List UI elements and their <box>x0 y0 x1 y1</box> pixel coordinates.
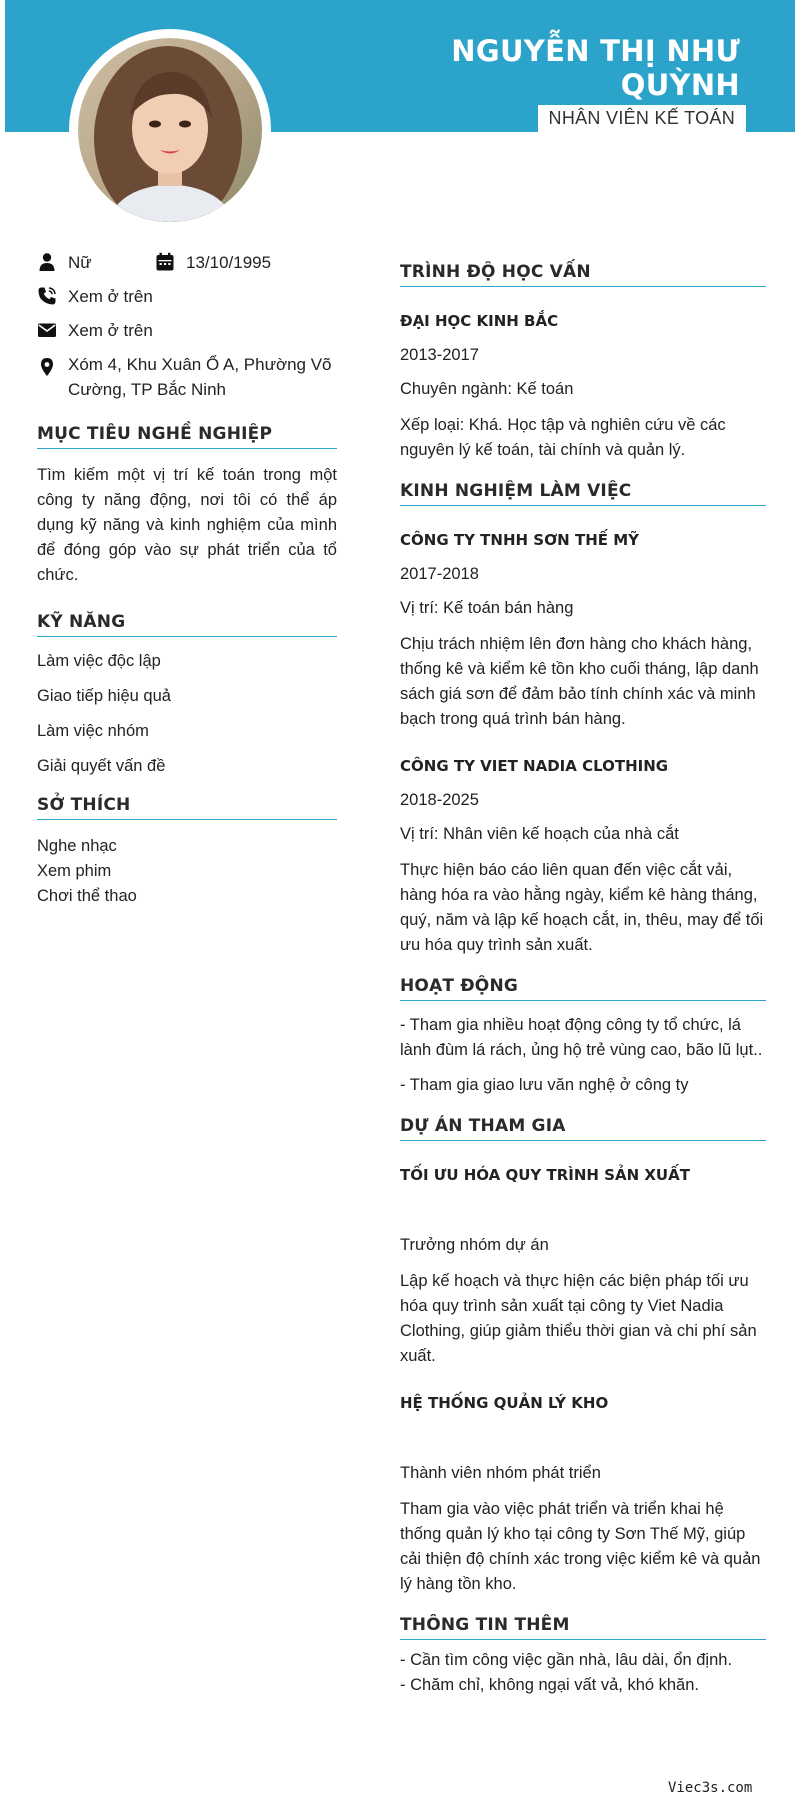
experience-heading: KINH NGHIỆM LÀM VIỆC <box>400 481 766 506</box>
objective-heading: MỤC TIÊU NGHỀ NGHIỆP <box>37 424 337 449</box>
hobbies-heading: SỞ THÍCH <box>37 795 337 820</box>
additional-item: - Chăm chỉ, không ngại vất vả, khó khăn. <box>400 1676 699 1694</box>
skill-item: Giao tiếp hiệu quả <box>37 687 171 705</box>
hobby-item: Nghe nhạc <box>37 837 117 855</box>
skill-item: Làm việc nhóm <box>37 722 149 740</box>
watermark: Viec3s.com <box>668 1780 753 1796</box>
address-value: Xóm 4, Khu Xuân Ổ A, Phường Võ Cường, TP Bắc Ninh <box>68 355 332 399</box>
right-column <box>400 262 766 1709</box>
activities-heading: HOẠT ĐỘNG <box>400 976 766 1001</box>
birthdate-row <box>155 252 271 273</box>
hobby-item: Chơi thể thao <box>37 887 137 905</box>
projects-heading: DỰ ÁN THAM GIA <box>400 1116 766 1141</box>
company-name: CÔNG TY VIET NADIA CLOTHING <box>400 757 669 775</box>
phone-row <box>37 286 337 307</box>
education-major: Chuyên ngành: Kế toán <box>400 380 574 398</box>
email-row <box>37 320 337 341</box>
map-pin-icon <box>37 357 57 377</box>
project-name: TỐI ƯU HÓA QUY TRÌNH SẢN XUẤT <box>400 1166 690 1184</box>
job-title: NHÂN VIÊN KẾ TOÁN <box>538 105 746 132</box>
project-role: Thành viên nhóm phát triển <box>400 1464 601 1482</box>
gender-value: Nữ <box>68 253 92 272</box>
job-description: Thực hiện báo cáo liên quan đến việc cắt vải, hàng hóa ra vào hằng ngày, kiểm kê hàng tháng, quý, năm và lập kế hoạch cắt, in, thêu, may để tối ưu hóa quy trình sản xuất. <box>400 861 764 954</box>
additional-item: - Cần tìm công việc gần nhà, lâu dài, ổn định. <box>400 1651 733 1669</box>
person-icon <box>37 252 57 272</box>
job-position: Vị trí: Nhân viên kế hoạch của nhà cắt <box>400 825 679 843</box>
skills-heading: KỸ NĂNG <box>37 612 337 637</box>
activity-item: - Tham gia giao lưu văn nghệ ở công ty <box>400 1076 689 1094</box>
education-heading: TRÌNH ĐỘ HỌC VẤN <box>400 262 766 287</box>
company-name: CÔNG TY TNHH SƠN THẾ MỸ <box>400 531 640 549</box>
email-value: Xem ở trên <box>68 321 153 340</box>
gender-row <box>37 252 155 273</box>
job-period: 2018-2025 <box>400 791 479 809</box>
skill-item: Giải quyết vấn đề <box>37 757 166 775</box>
job-period: 2017-2018 <box>400 565 479 583</box>
portrait-image <box>78 38 262 222</box>
project-name: HỆ THỐNG QUẢN LÝ KHO <box>400 1394 609 1412</box>
hobby-item: Xem phim <box>37 862 112 880</box>
education-note: Xếp loại: Khá. Học tập và nghiên cứu về các nguyên lý kế toán, tài chính và quản lý. <box>400 416 726 459</box>
job-position: Vị trí: Kế toán bán hàng <box>400 599 574 617</box>
job-description: Chịu trách nhiệm lên đơn hàng cho khách hàng, thống kê và kiểm kê tồn kho cuối tháng, lập danh sách giá sơn để đảm bảo tính chính xác và minh bạch trong quá trình bán hàng. <box>400 635 759 728</box>
candidate-name: NGUYỄN THỊ NHƯ QUỲNH <box>451 34 740 102</box>
objective-text: Tìm kiếm một vị trí kế toán trong một công ty năng động, nơi tôi có thể áp dụng kỹ năng và kinh nghiệm của mình để đóng góp vào sự phát triển của tổ chức. <box>37 466 337 584</box>
activity-item: - Tham gia nhiều hoạt động công ty tổ chức, lá lành đùm lá rách, ủng hộ trẻ vùng cao, bão lũ lụt.. <box>400 1016 763 1059</box>
address-row <box>37 354 337 402</box>
profile-photo <box>69 29 271 231</box>
calendar-icon <box>155 252 175 272</box>
skill-item: Làm việc độc lập <box>37 652 161 670</box>
project-role: Trưởng nhóm dự án <box>400 1236 549 1254</box>
project-description: Tham gia vào việc phát triển và triển khai hệ thống quản lý kho tại công ty Sơn Thế Mỹ, giúp cải thiện độ chính xác trong việc kiểm kê và quản lý hàng tồn kho. <box>400 1500 761 1593</box>
birthdate-value: 13/10/1995 <box>186 253 272 272</box>
phone-value: Xem ở trên <box>68 287 153 306</box>
education-period: 2013-2017 <box>400 346 479 364</box>
school-name: ĐẠI HỌC KINH BẮC <box>400 312 559 330</box>
additional-info-heading: THÔNG TIN THÊM <box>400 1615 766 1640</box>
envelope-icon <box>37 320 57 340</box>
phone-icon <box>37 286 57 306</box>
project-description: Lập kế hoạch và thực hiện các biện pháp tối ưu hóa quy trình sản xuất tại công ty Viet Nadia Clothing, giúp giảm thiểu thời gian và chi phí sản xuất. <box>400 1272 757 1365</box>
left-column <box>37 252 337 909</box>
